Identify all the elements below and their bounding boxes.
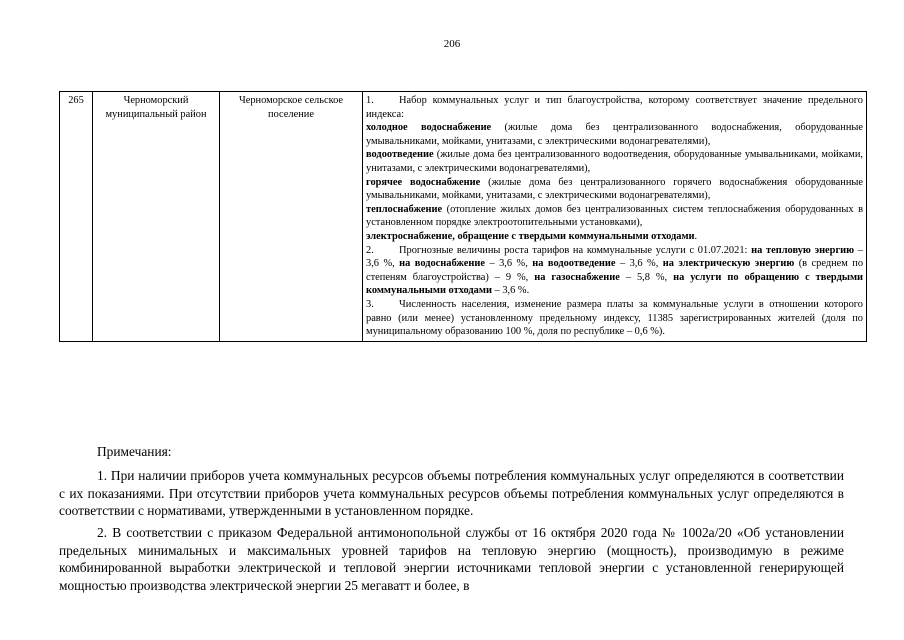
row-number: 265 [60, 92, 93, 342]
tariff-gas-value: – 5,8 %, [619, 271, 674, 283]
hot-water-text: (жилые дома без централизованного горячего водоснабжения оборудованные умывальниками, мойками, унитазами, с электрическими водонагревателями), [366, 176, 863, 202]
heating-text: (отопление жилых домов без централизованных систем теплоснабжения оборудованных в установленном порядке электроотопительными установками), [366, 203, 863, 229]
sewage-line [366, 148, 863, 175]
sewage-text: (жилые дома без централизованного водоотведения, оборудованные умывальниками, мойками, унитазами, с электрическими водонагревателями), [366, 149, 863, 174]
note-1-text: 1. При наличии приборов учета коммунальных ресурсов объемы потребления коммунальных услуг определяются в соответствии с их показаниями. При отсутствии приборов учета коммунальных ресурсов объемы потребления коммунальных услуг определяются в соответствии с нормативами, утвержденными в установленном порядке. [59, 468, 844, 518]
note-1 [59, 467, 844, 520]
tariff-table [59, 91, 867, 342]
tariff-electric-value: (в среднем по степеням благоустройства) – 9 %, [366, 258, 864, 283]
heating-line [366, 203, 863, 230]
note-2-text: 2. В соответствии с приказом Федеральной антимонопольной службы от 16 октября 2020 года № 1002а/20 «Об установлении предельных минимальных и максимальных уровней тарифов на тепловую энергию (мощность), производимую в режиме комбинированной выработки электрической и тепловой энергии источниками тепловой энергии с установленной генерирующей мощностью производства электрической энергии 25 мегаватт и более, в [59, 525, 844, 593]
hot-water-line [366, 176, 863, 203]
tariff-water-label: на водоснабжение [399, 258, 486, 270]
page-number: 206 [443, 38, 461, 50]
sewage-label: водоотведение [366, 149, 434, 161]
item-2 [366, 244, 863, 298]
electric-label: электроснабжение [366, 230, 453, 242]
hot-water-label: горячее водоснабжение [366, 176, 481, 188]
electric-waste-line [366, 230, 863, 244]
item-3 [366, 298, 863, 339]
tariff-heat-value: – 3,6 %, [366, 244, 863, 270]
tariff-sewage-label: на водоотведение [532, 258, 616, 270]
cold-water-line [366, 121, 863, 148]
tariff-waste-label: на услуги по обращению с твердыми коммунальными отходами [366, 271, 864, 297]
item-3-text: Численность населения, изменение размера платы за коммунальные услуги в отношении которого равно (или менее) установленному предельному индексу, 11385 зарегистрированных жителей (доля по муниципальному образованию 100 %, доля по республике – 0,6 %). [366, 298, 863, 338]
tariff-sewage-value: – 3,6 %, [615, 258, 663, 270]
cold-water-label: холодное водоснабжение [366, 122, 492, 134]
notes-title: Примечания: [97, 444, 172, 459]
tariff-water-value: – 3,6 %, [485, 258, 533, 270]
electric-separator: , [452, 230, 458, 242]
district-name: Черноморский муниципальный район [93, 92, 220, 342]
item-2-number: 2. [366, 244, 374, 256]
item-2-text: Прогнозные величины роста тарифов на коммунальные услуги с 01.07.2021: [399, 244, 748, 256]
tariff-gas-label: на газоснабжение [534, 271, 620, 283]
table-row [60, 92, 867, 342]
item-3-number: 3. [366, 298, 374, 310]
tariff-electric-label: на электрическую энергию [662, 258, 795, 270]
item-1-number: 1. [366, 95, 374, 106]
cold-water-text: (жилые дома без централизованного водоснабжения, оборудованные умывальниками, мойками, унитазами, с электрическими водонагревателями), [366, 122, 863, 147]
description-cell [363, 92, 867, 342]
electric-end: . [694, 230, 698, 242]
note-2 [59, 524, 844, 594]
settlement-name: Черноморское сельское поселение [220, 92, 363, 342]
item-1-text: Набор коммунальных услуг и тип благоустройства, которому соответствует значение предельного индекса: [366, 95, 863, 120]
item-1 [366, 94, 863, 121]
waste-label: обращение с твердыми коммунальными отходами [457, 230, 695, 242]
heating-label: теплоснабжение [366, 203, 443, 215]
tariff-heat-label: на тепловую энергию [751, 244, 855, 256]
tariff-waste-value: – 3,6 %. [491, 285, 530, 297]
notes-section-title [59, 443, 844, 461]
